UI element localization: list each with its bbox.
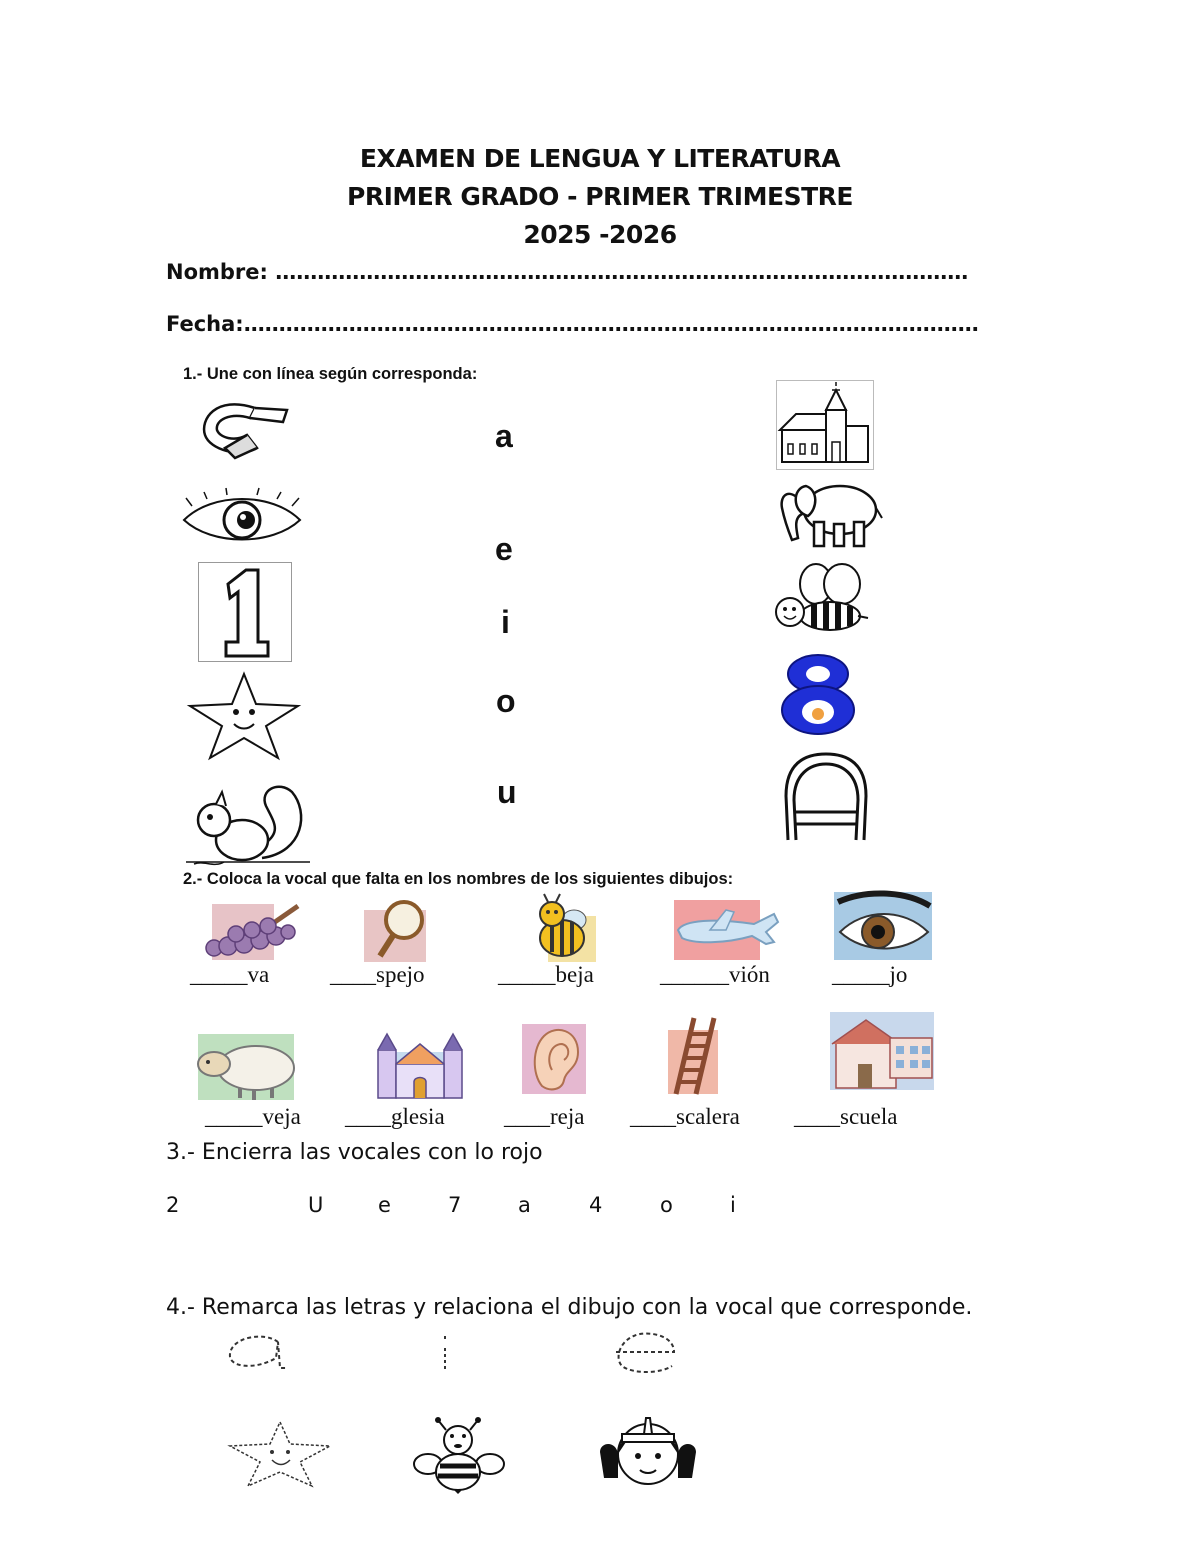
grapes-icon [202,900,302,962]
ladder-icon [668,1016,722,1096]
sheep-icon [194,1034,300,1102]
q2-word-escuela: ____scuela [794,1104,898,1129]
magnet-icon [195,390,290,460]
exam-title: EXAMEN DE LENGUA Y LITERATURA [359,144,841,173]
q3-item-7[interactable]: i [730,1193,736,1217]
elephant-icon [778,478,884,552]
indian-child-icon [596,1412,700,1486]
traced-letter-e[interactable] [612,1332,676,1374]
q4-title: 4.- Remarca las letras y relaciona el dibujo con la vocal que corresponde. [166,1295,973,1320]
q3-item-0[interactable]: 2 [166,1193,180,1217]
fingernail-icon [782,752,870,844]
q3-item-3[interactable]: 7 [448,1193,462,1217]
q2-word-espejo: ____spejo [330,962,425,987]
exam-year: 2025 -2026 [523,220,677,249]
q1-title: 1.- Une con línea según corresponda: [183,365,478,383]
traced-letter-a[interactable] [226,1334,290,1370]
traced-letter-i[interactable] [440,1334,450,1374]
ear-icon [522,1024,588,1096]
q1-vowel-a: a [495,418,513,454]
school-icon [830,1012,936,1092]
q2-word-escalera: ____scalera [630,1104,740,1129]
q2-word-abeja: _____beja [498,962,594,987]
q2-word-avion: ______vión [660,962,770,987]
q2-word-ojo: _____jo [832,962,908,987]
eye-icon [834,892,934,962]
q3-item-4[interactable]: a [518,1193,531,1217]
eye-icon [182,492,302,548]
date-field[interactable]: Fecha:…………………………………………………………………………………………… [166,312,979,336]
q2-word-oreja: ____reja [504,1104,585,1129]
mirror-icon [364,900,428,962]
q2-word-iglesia: ____glesia [345,1104,445,1129]
q3-item-5[interactable]: 4 [589,1193,603,1217]
star-icon [228,1420,332,1488]
airplane-icon [674,900,780,962]
q3-item-6[interactable]: o [660,1193,673,1217]
church-icon [374,1030,466,1100]
q2-word-uva: _____va [190,962,270,987]
bee-icon [772,562,868,634]
q1-vowel-o: o [496,683,516,719]
name-field[interactable]: Nombre: ……………………………………………………………………………………… [166,260,969,284]
q3-item-1[interactable]: U [308,1193,324,1217]
q1-vowel-i: i [501,604,510,640]
q2-title: 2.- Coloca la vocal que falta en los nombres de los siguientes dibujos: [183,870,734,888]
number-eight-icon [780,654,856,736]
q2-word-oveja: _____veja [205,1104,301,1129]
star-icon [188,672,300,760]
q1-vowel-u: u [497,774,517,810]
bee-icon [528,892,598,962]
bee-icon [410,1416,510,1494]
number-one-icon [198,562,292,662]
church-icon [776,380,874,470]
q3-title: 3.- Encierra las vocales con lo rojo [166,1140,543,1165]
q3-item-2[interactable]: e [378,1193,391,1217]
exam-grade: PRIMER GRADO - PRIMER TRIMESTRE [347,182,853,211]
q1-vowel-e: e [495,531,513,567]
squirrel-icon [184,782,312,868]
